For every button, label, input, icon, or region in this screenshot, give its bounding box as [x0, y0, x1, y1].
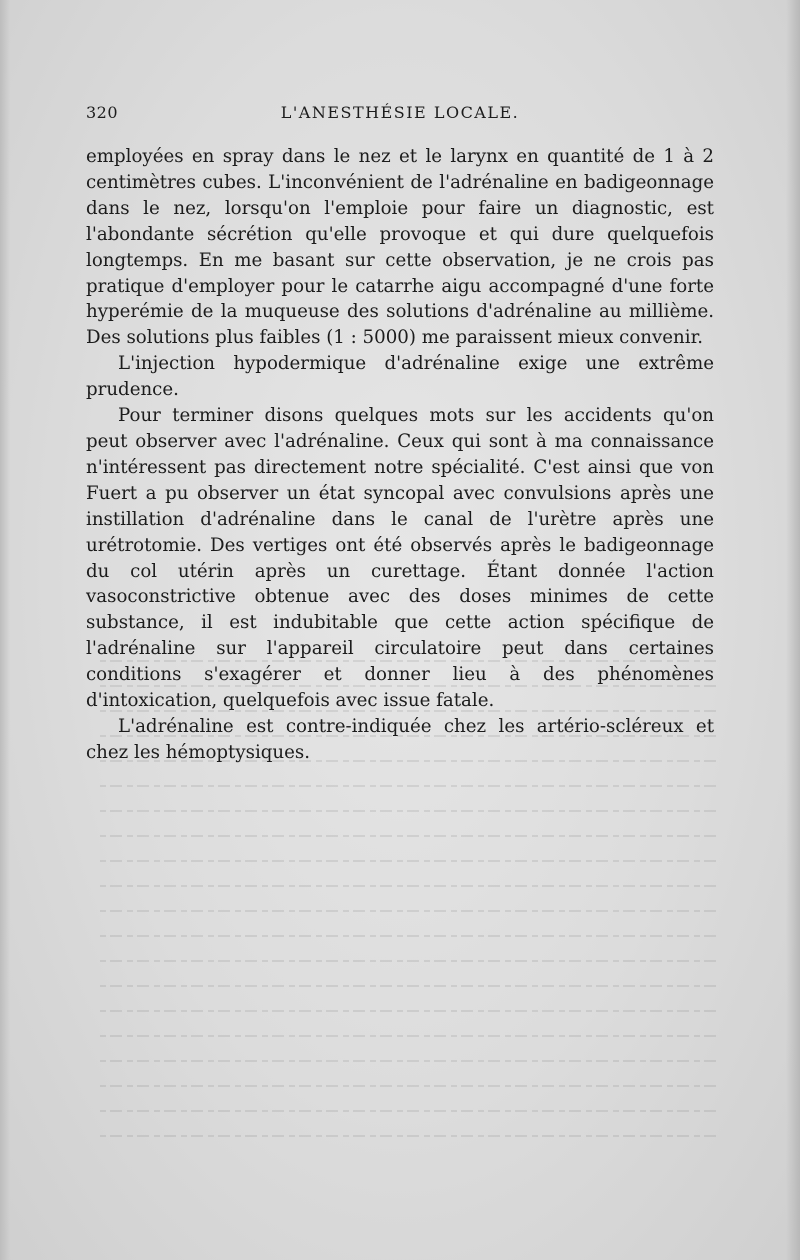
running-title: L'ANESTHÉSIE LOCALE. [280, 103, 520, 122]
paragraph-2: L'injection hypodermique d'adrénaline exige une extrême prudence. [86, 353, 714, 401]
paragraph-4: L'adrénaline est contre-indiquée chez les artério-scléreux et chez les hémoptysiques. [86, 715, 714, 763]
page-number: 320 [86, 103, 119, 122]
page-edge-shadow-left [0, 0, 10, 1260]
body-text [86, 144, 714, 766]
running-header [86, 103, 714, 125]
paragraph-3: Pour terminer disons quelques mots sur les accidents qu'on peut observer avec l'adrénaline. Ceux qui sont à ma connaissance n'intéressent pas directement notre spécialité. C'est ainsi que von Fuert a pu observer un état syncopal avec convulsions après une instillation d'adrénaline dans le canal de l'urètre après une urétrotomie. Des vertiges ont été observés après le badigeonnage du col utérin après un curettage. Étant donnée l'action vasoconstrictive obtenue avec des doses minimes de cette substance, il est indubitable que cette action spécifique de l'adrénaline sur l'appareil circulatoire peut dans certaines conditions s'exagérer et donner lieu à des phénomènes d'intoxication, quelquefois avec issue fatale. [86, 405, 714, 712]
paragraph-1: employées en spray dans le nez et le larynx en quantité de 1 à 2 centimètres cubes. L'inconvénient de l'adrénaline en badigeonnage dans le nez, lorsqu'on l'emploie pour faire un diagnostic, est l'abondante sécrétion qu'elle provoque et qui dure quelquefois longtemps. En me basant sur cette observation, je ne crois pas pratique d'employer pour le catarrhe aigu accompagné d'une forte hyperémie de la muqueuse des solutions d'adrénaline au millième. Des solutions plus faibles (1 : 5000) me paraissent mieux convenir. [86, 146, 714, 349]
page-edge-shadow-right [786, 0, 800, 1260]
